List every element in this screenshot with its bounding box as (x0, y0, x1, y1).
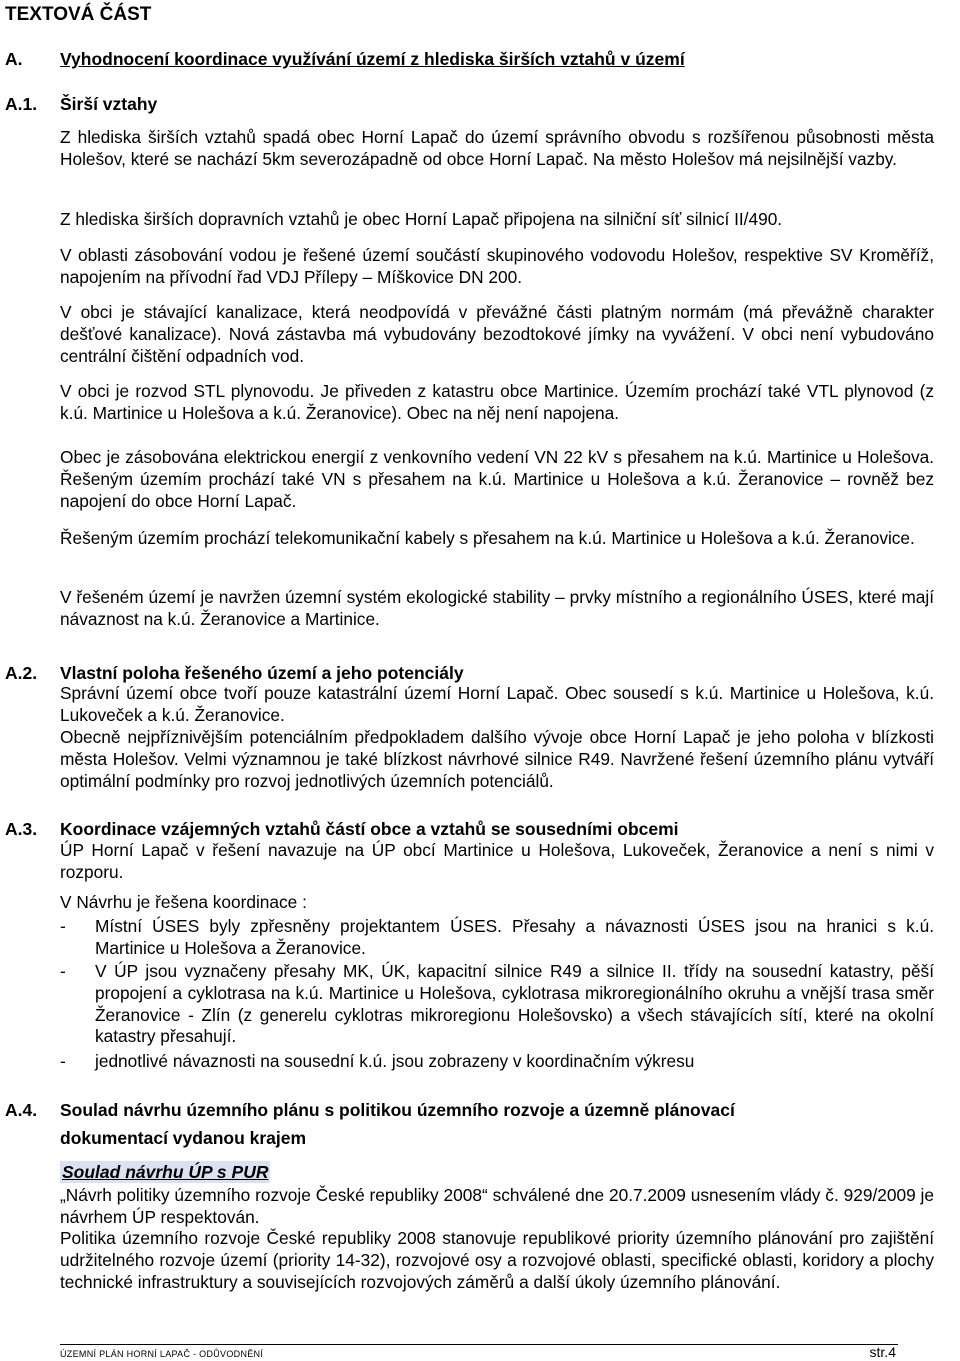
section-number: A. (5, 49, 23, 69)
paragraph: V oblasti zásobování vodou je řešené území součástí skupinového vodovodu Holešov, respektive SV Kroměříž, napojením na přívodní řad VDJ Přílepy – Míškovice DN 200. (60, 245, 934, 287)
list-item (60, 961, 934, 1048)
paragraph: „Návrh politiky územního rozvoje České republiky 2008“ schválené dne 20.7.2009 usnesením vlády č. 929/2009 je návrhem ÚP respektován. (60, 1185, 934, 1227)
section-title: Vlastní poloha řešeného území a jeho potenciály (60, 663, 464, 683)
paragraph: ÚP Horní Lapač v řešení navazuje na ÚP obcí Martinice u Holešova, Lukoveček, Žeranovice a není s nimi v rozporu. (60, 840, 934, 882)
footer-document-title: ÚZEMNÍ PLÁN HORNÍ LAPAČ - ODŮVODNĚNÍ (60, 1349, 264, 1359)
page-number: str.4 (869, 1344, 896, 1360)
paragraph: V obci je stávající kanalizace, která neodpovídá v převážné části platným normám (má převážně charakter dešťové kanalizace). Nová zástavba má vybudovány bezodtokové jímky na vyvážení. V obci není vybudováno centrální čištění odpadních vod. (60, 302, 934, 366)
subheading: Soulad návrhu ÚP s PUR (62, 1162, 269, 1182)
section-title: Širší vztahy (60, 94, 158, 114)
list-item (60, 1051, 934, 1073)
list-bullet: - (60, 961, 66, 981)
list-item-text: jednotlivé návaznosti na sousední k.ú. jsou zobrazeny v koordinačním výkresu (95, 1051, 695, 1071)
list-item-text: V ÚP jsou vyznačeny přesahy MK, ÚK, kapacitní silnice R49 a silnice II. třídy na sousední katastry, pěší propojení a cyklotrasa na k.ú. Martinice u Holešova, cyklotrasa mikroregionálního okruhu a vnější trasa směr Žeranovice - Zlín (z generelu cyklotras mikroregionu Holešovsko) a všech stávajících sítí, které na okolní katastry přesahují. (95, 961, 934, 1047)
page-title: TEXTOVÁ ČÁST (5, 4, 152, 25)
section-title: dokumentací vydanou krajem (60, 1128, 307, 1148)
section-title: Vyhodnocení koordinace využívání území z hlediska širších vztahů v území (60, 49, 685, 69)
list-item-text: Místní ÚSES byly zpřesněny projektantem ÚSES. Přesahy a návaznosti ÚSES jsou na hranici s k.ú. Martinice u Holešova a Žeranovice. (95, 916, 934, 958)
paragraph: Správní území obce tvoří pouze katastrální území Horní Lapač. Obec sousedí s k.ú. Martinice u Holešova, k.ú. Lukoveček a k.ú. Žeranovice. (60, 683, 934, 725)
section-number: A.1. (5, 94, 38, 114)
paragraph: Politika územního rozvoje České republiky 2008 stanovuje republikové priority územního plánování pro zajištění udržitelného rozvoje území (priority 14-32), rozvojové osy a rozvojové oblasti, specifické oblasti, koridory a plochy technické infrastruktury a souvisejících rozvojových záměrů a další úkoly územního plánování. (60, 1228, 934, 1292)
paragraph: V Návrhu je řešena koordinace : (60, 892, 307, 912)
paragraph: V obci je rozvod STL plynovodu. Je přiveden z katastru obce Martinice. Územím prochází také VTL plynovod (z k.ú. Martinice u Holešova a k.ú. Žeranovice). Obec na něj není napojena. (60, 381, 934, 423)
list-bullet: - (60, 916, 66, 936)
paragraph: Z hlediska širších dopravních vztahů je obec Horní Lapač připojena na silniční síť silnicí II/490. (60, 209, 783, 229)
list-item (60, 916, 934, 960)
footer-divider (60, 1344, 898, 1345)
section-title: Soulad návrhu územního plánu s politikou územního rozvoje a územně plánovací (60, 1100, 735, 1120)
section-title: Koordinace vzájemných vztahů částí obce a vztahů se sousedními obcemi (60, 819, 679, 839)
paragraph: Obecně nejpříznivějším potenciálním předpokladem dalšího vývoje obce Horní Lapač je jeho poloha v blízkosti města Holešov. Velmi významnou je také blízkost návrhové silnice R49. Navržené řešení územního plánu vytváří optimální podmínky pro rozvoj jednotlivých územních potenciálů. (60, 727, 934, 791)
paragraph: Obec je zásobována elektrickou energií z venkovního vedení VN 22 kV s přesahem na k.ú. Martinice u Holešova. Řešeným územím prochází také VN s přesahem na k.ú. Martinice u Holešova a k.ú. Žeranovice – rovněž bez napojení do obce Horní Lapač. (60, 447, 934, 511)
section-number: A.4. (5, 1100, 38, 1120)
paragraph: Řešeným územím prochází telekomunikační kabely s přesahem na k.ú. Martinice u Holešova a k.ú. Žeranovice. (60, 528, 915, 548)
paragraph: Z hlediska širších vztahů spadá obec Horní Lapač do území správního obvodu s rozšířenou působnosti města Holešov, které se nachází 5km severozápadně od obce Horní Lapač. Na město Holešov má nejsilnější vazby. (60, 127, 934, 169)
section-number: A.3. (5, 819, 38, 839)
list-bullet: - (60, 1051, 66, 1071)
section-number: A.2. (5, 663, 38, 683)
paragraph: V řešeném území je navržen územní systém ekologické stability – prvky místního a regionálního ÚSES, které mají návaznost na k.ú. Žeranovice a Martinice. (60, 587, 934, 629)
